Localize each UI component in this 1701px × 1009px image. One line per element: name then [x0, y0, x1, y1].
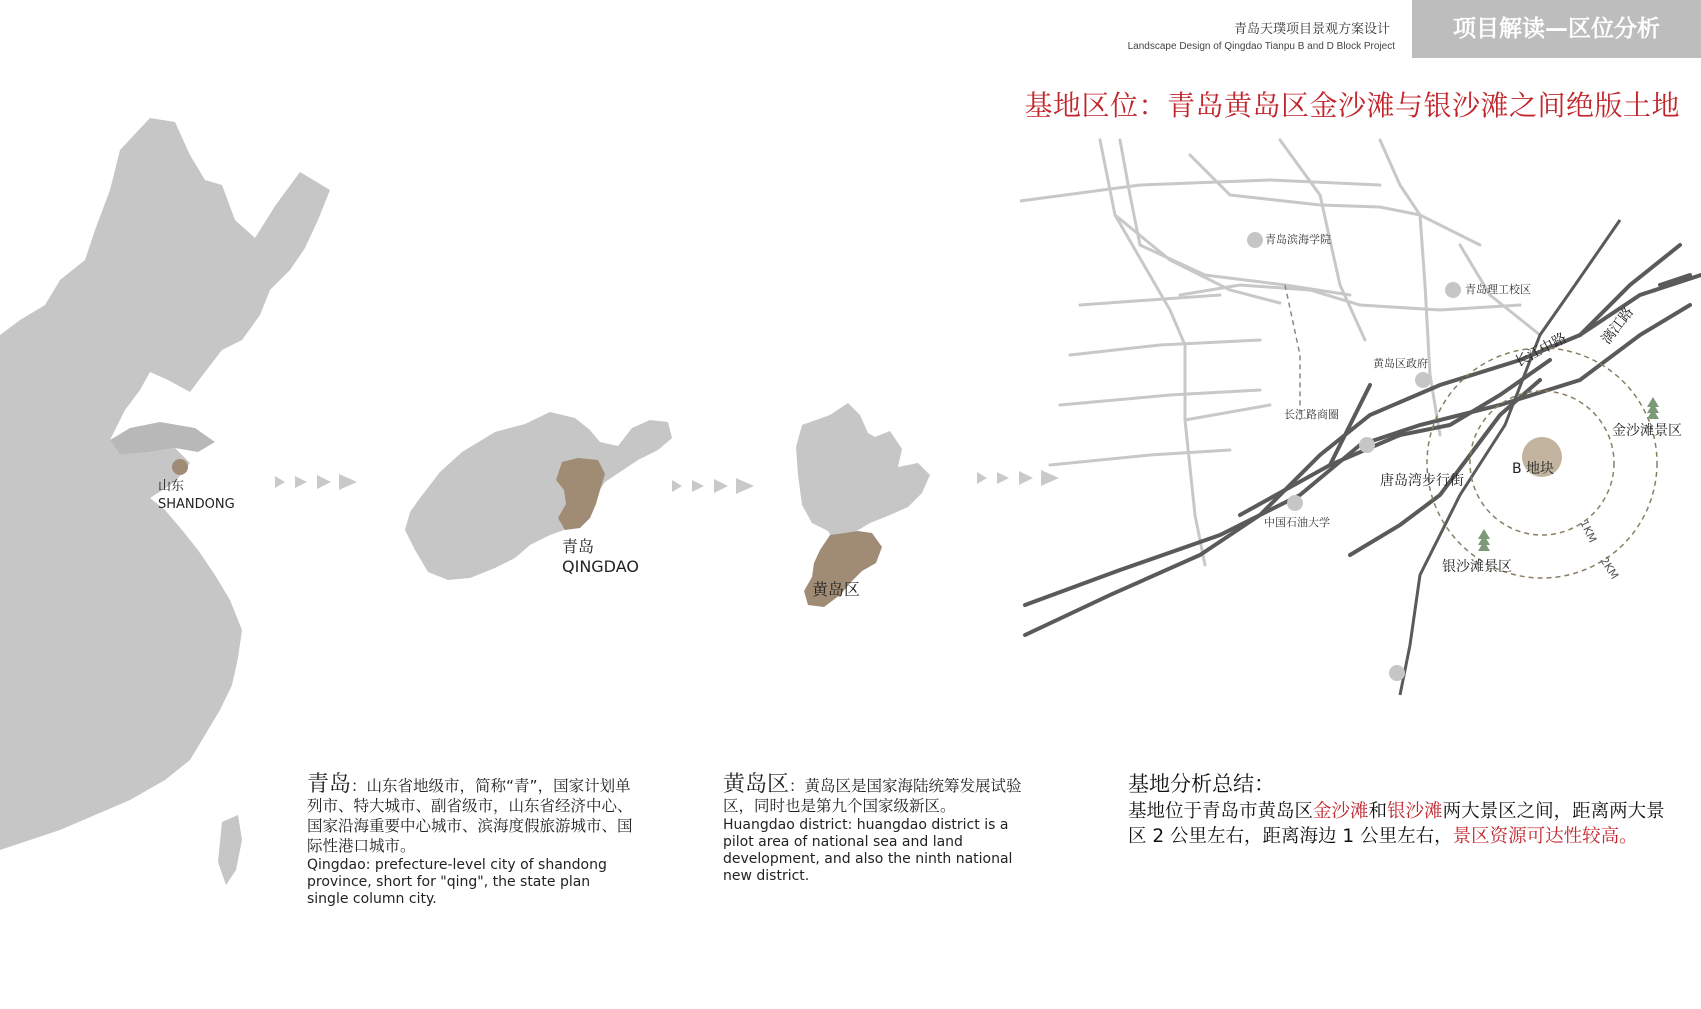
poi-gov: 黄岛区政府 — [1373, 357, 1428, 370]
summary-yinsha: 银沙滩 — [1387, 801, 1443, 822]
minor-roads — [1020, 140, 1540, 565]
summary-jinsha: 金沙滩 — [1313, 801, 1369, 822]
poi-shangquan: 长江路商圈 — [1284, 408, 1339, 421]
china-label-en: SHANDONG — [158, 497, 235, 512]
road-changjiang: 长江中路 — [1512, 330, 1570, 371]
summary-title: 基地分析总结： — [1128, 772, 1275, 796]
taiwan-island — [218, 815, 242, 885]
arrow-group-2 — [672, 476, 762, 496]
china-label-cn: 山东 — [158, 479, 185, 494]
project-title: 青岛天璞项目景观方案设计 — [1233, 22, 1390, 37]
qingdao-description-en: Qingdao: prefecture-level city of shandong province, short for "qing", the state plan single column city. — [307, 857, 607, 907]
site-map — [1020, 135, 1701, 760]
qingdao-description-cn: ：山东省地级市，简称“青”，国家计划单列市、特大城市、副省级市，山东省经济中心、国家沿海重要中心城市、滨海度假旅游城市、国际性港口城市。 — [307, 777, 633, 855]
huangdao-description-en: Huangdao district: huangdao district is a pilot area of national sea and land development, and also the ninth national new district. — [723, 817, 1013, 884]
place-yinsha: 银沙滩景区 — [1442, 559, 1512, 575]
road-lijiang: 漓江路 — [1598, 304, 1638, 348]
shandong-marker — [172, 459, 188, 475]
section-title: 项目解读—区位分析 — [1412, 0, 1701, 58]
ring-label-1km: 1KM — [1577, 517, 1600, 545]
site-summary — [1128, 772, 1668, 849]
tree-icon — [1478, 397, 1659, 551]
place-jinsha: 金沙滩景区 — [1612, 423, 1682, 439]
qingdao-landmass — [796, 403, 930, 543]
huangdao-description — [723, 772, 1028, 885]
place-site-b: B 地块 — [1512, 461, 1555, 477]
shandong-label-cn: 青岛 — [562, 537, 595, 556]
arrow-group-1 — [275, 472, 365, 492]
poi-ligong: 青岛理工校区 — [1465, 283, 1531, 296]
summary-text-2: 两大景区之间，距离两大景区 2 公里左右，距离海边 1 公里左右， — [1128, 801, 1665, 847]
shandong-landmass — [405, 412, 672, 580]
qingdao-label-cn: 黄岛区 — [812, 580, 861, 599]
summary-text-1: 基地位于青岛市黄岛区 — [1128, 801, 1314, 822]
summary-and: 和 — [1368, 801, 1388, 822]
project-subtitle: Landscape Design of Qingdao Tianpu B and D Block Project — [1127, 41, 1395, 52]
district-boundary — [1285, 285, 1300, 420]
poi-shiyou: 中国石油大学 — [1264, 516, 1330, 529]
shandong-label-en: QINGDAO — [562, 557, 639, 576]
china-map — [0, 110, 360, 890]
poi-binhai: 青岛滨海学院 — [1265, 233, 1331, 246]
main-heading: 基地区位：青岛黄岛区金沙滩与银沙滩之间绝版土地 — [1024, 89, 1680, 122]
huangdao-description-lead: 黄岛区 — [723, 772, 790, 797]
qingdao-map — [790, 395, 970, 615]
qingdao-description-lead: 青岛 — [307, 772, 352, 797]
ring-label-2km: 2KM — [1597, 554, 1622, 582]
shandong-map — [400, 400, 680, 620]
summary-highlight: 景区资源可达性较高。 — [1452, 826, 1638, 847]
qingdao-description — [307, 772, 635, 908]
huangdao-description-cn: ：黄岛区是国家海陆统筹发展试验区，同时也是第九个国家级新区。 — [723, 777, 1022, 815]
place-tangdao: 唐岛湾步行街 — [1380, 473, 1464, 489]
